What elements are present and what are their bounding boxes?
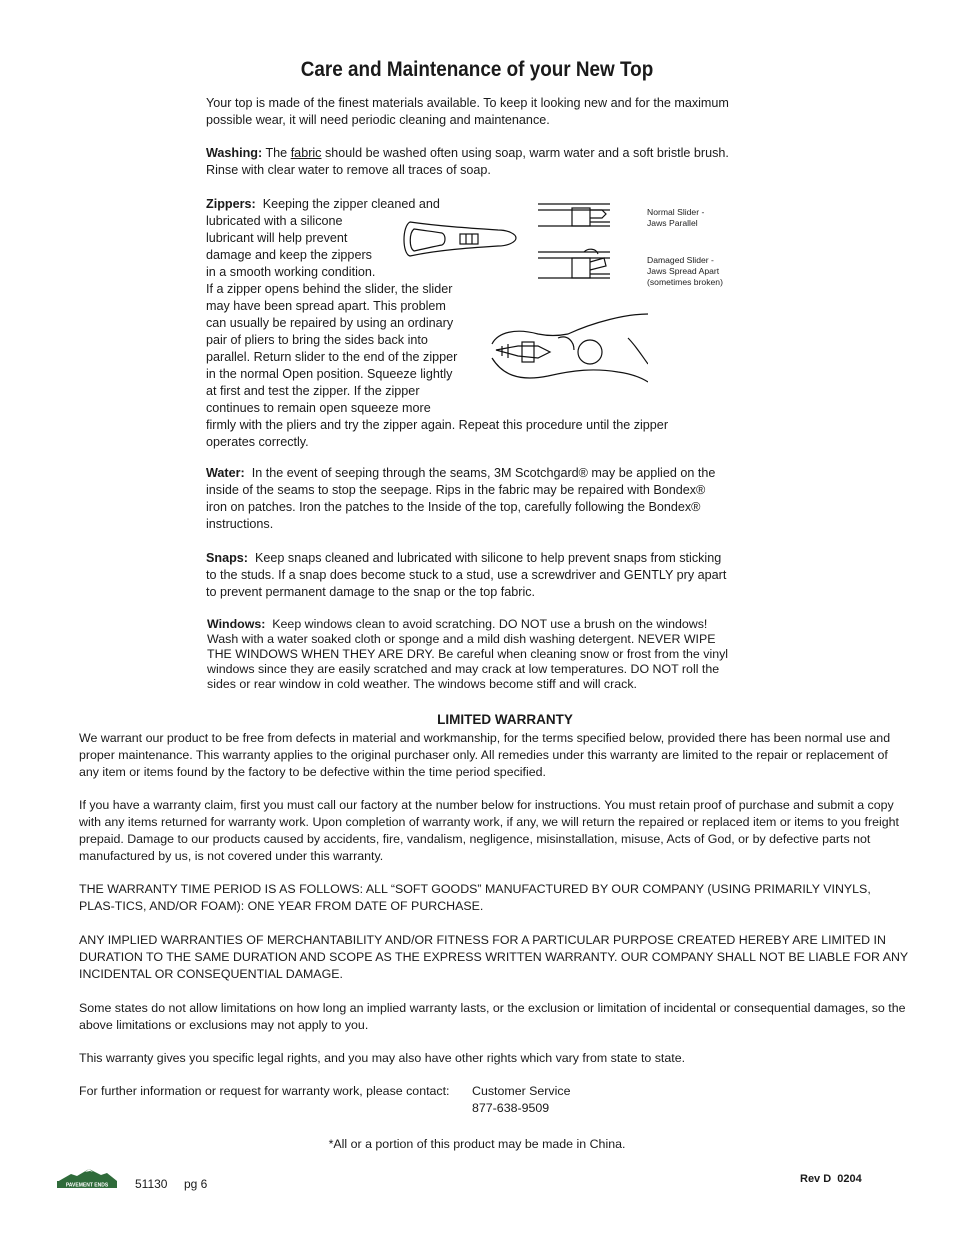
windows-heading: Windows:: [207, 617, 266, 631]
zippers-line: can usually be repaired by using an ordinary: [206, 316, 454, 330]
mountain-logo-icon: [55, 1168, 119, 1190]
page-title: Care and Maintenance of your New Top: [300, 58, 654, 81]
zippers-line: at first and test the zipper. If the zipper: [206, 384, 420, 398]
zippers-line: Keeping the zipper cleaned and: [262, 197, 440, 211]
pliers-icon: [492, 314, 648, 382]
zippers-line: may have been spread apart. This problem: [206, 299, 446, 313]
normal-slider-caption: Normal Slider - Jaws Parallel: [647, 207, 705, 228]
snaps-paragraph: [206, 550, 731, 601]
zippers-line: If a zipper opens behind the slider, the slider: [206, 282, 453, 296]
zippers-line: parallel. Return slider to the end of the zipper: [206, 350, 458, 364]
revision-label: Rev D 0204: [800, 1173, 862, 1185]
zippers-line: lubricated with a silicone: [206, 214, 343, 228]
zippers-line: lubricant will help prevent: [206, 231, 348, 245]
zipper-pull-icon: [404, 222, 516, 256]
water-paragraph: [206, 465, 726, 533]
pavement-ends-logo: [55, 1168, 119, 1190]
warranty-paragraph: THE WARRANTY TIME PERIOD IS AS FOLLOWS: ALL “SOFT GOODS” MANUFACTURED BY OUR COMPANY (USING PRIMARILY VINYLS, PLAS-TICS, AND/OR FOAM): ONE YEAR FROM DATE OF PURCHASE.: [79, 882, 871, 913]
washing-heading: Washing:: [206, 146, 263, 160]
zippers-line: pair of pliers to bring the sides back into: [206, 333, 428, 347]
snaps-heading: Snaps:: [206, 551, 248, 565]
zippers-line: operates correctly.: [206, 435, 309, 449]
washing-text: should be washed often using soap, warm water and a soft bristle brush. Rinse with clear water to remove all traces of soap.: [206, 146, 729, 177]
washing-fabric-term: fabric: [290, 146, 322, 160]
part-number: 51130: [135, 1177, 168, 1191]
water-text: In the event of seeping through the seams, 3M Scotchgard® may be applied on the inside of the seams to stop the seepage. Rips in the fabric may be repaired with Bondex® iron on patches. Iron the patches to the Inside of the top, carefully following the Bondex® instructions.: [206, 466, 716, 531]
zippers-heading: Zippers:: [206, 197, 256, 211]
damaged-slider-icon: [538, 249, 610, 278]
zippers-line: damage and keep the zippers: [206, 248, 372, 262]
logo-text: PAVEMENT ENDS: [65, 1182, 109, 1189]
normal-slider-icon: [538, 204, 610, 226]
zippers-line: continues to remain open squeeze more: [206, 401, 431, 415]
contact-name: Customer Service: [472, 1084, 571, 1098]
windows-text: Keep windows clean to avoid scratching. DO NOT use a brush on the windows! Wash with a water soaked cloth or sponge and a mild dish washing detergent. NEVER WIPE THE WINDOWS WHEN THEY ARE DRY. Be careful when cleaning snow or frost from the vinyl windows since they are easily scratched and may crack at low temperatures. DO NOT roll the sides or rear window in cold weather. The windows become stiff and will crack.: [207, 617, 729, 691]
warranty-paragraph: We warrant our product to be free from defects in material and workmanship, for the terms specified below, provided there has been normal use and proper maintenance. This warranty applies to the original purchaser only. All remedies under this warranty are limited to the repair or replacement of any item or items found by the factory to be defective within the time period specified.: [79, 731, 891, 779]
windows-paragraph: [207, 617, 732, 692]
washing-pre: The: [265, 146, 288, 160]
zippers-line: in a smooth working condition.: [206, 265, 376, 279]
contact-phone: 877-638-9509: [472, 1101, 550, 1115]
contact-prompt: For further information or request for warranty work, please contact:: [79, 1084, 450, 1098]
warranty-heading: LIMITED WARRANTY: [437, 712, 573, 727]
snaps-text: Keep snaps cleaned and lubricated with silicone to help prevent snaps from sticking to the studs. If a snap does become stuck to a stud, use a screwdriver and GENTLY pry apart to prevent permanent damage to the snap or the top fabric.: [206, 551, 727, 599]
zipper-slider-illustration: [398, 196, 648, 396]
damaged-slider-caption: Damaged Slider - Jaws Spread Apart (sometimes broken): [647, 255, 723, 287]
warranty-paragraph: If you have a warranty claim, first you must call our factory at the number below for instructions. You must retain proof of purchase and submit a copy with any items returned for warranty work. Upon completion of warranty work, if any, we will return the repaired or replaced item or items to you freight prepaid. Damage to our products caused by accidents, fire, vandalism, negligence, misinstallation, misuse, Acts of God, or by defective parts not manufactured by us, is not covered under this warranty.: [79, 798, 899, 863]
warranty-paragraph: This warranty gives you specific legal rights, and you may also have other rights which vary from state to state.: [79, 1051, 686, 1065]
page-number: pg 6: [184, 1177, 208, 1191]
intro-paragraph: Your top is made of the finest materials available. To keep it looking new and for the maximum possible wear, it will need periodic cleaning and maintenance.: [206, 96, 729, 127]
warranty-paragraph: ANY IMPLIED WARRANTIES OF MERCHANTABILITY AND/OR FITNESS FOR A PARTICULAR PURPOSE CREATED HEREBY ARE LIMITED IN DURATION TO THE SAME DURATION AND SCOPE AS THE EXPRESS WRITTEN WARRANTY. OUR COMPANY SHALL NOT BE LIABLE FOR ANY INCIDENTAL OR CONSEQUENTIAL DAMAGE.: [79, 933, 908, 981]
washing-paragraph: [206, 145, 736, 179]
zippers-line: in the normal Open position. Squeeze lightly: [206, 367, 453, 381]
warranty-paragraph: Some states do not allow limitations on how long an implied warranty lasts, or the exclusion or limitation of incidental or consequential damages, so the above limitations or exclusions may not apply to you.: [79, 1001, 906, 1032]
zippers-line: firmly with the pliers and try the zipper again. Repeat this procedure until the zipper: [206, 418, 669, 432]
water-heading: Water:: [206, 466, 245, 480]
china-note: *All or a portion of this product may be made in China.: [328, 1137, 626, 1151]
